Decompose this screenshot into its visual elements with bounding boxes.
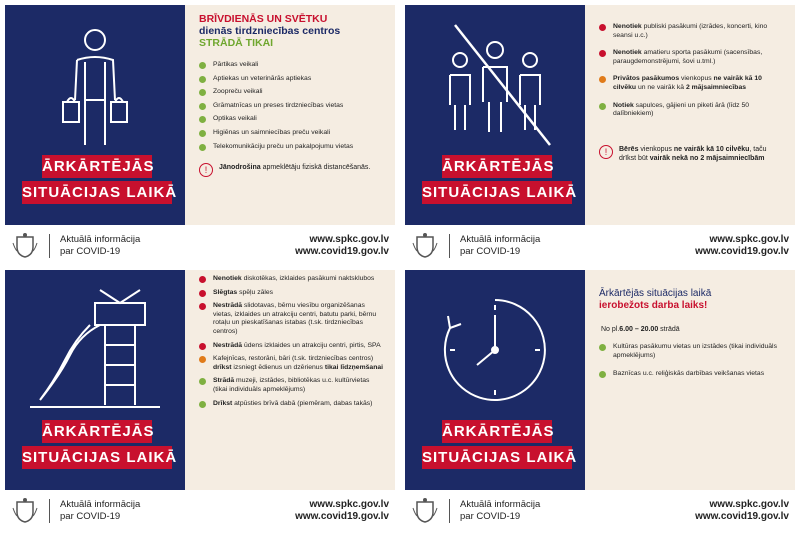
info-panel [585, 5, 795, 225]
list-item: Grāmatnīcas un preses tirdzniecības vietas [199, 102, 385, 111]
divider [49, 499, 50, 523]
divider [449, 234, 450, 258]
latvia-crest-icon [11, 498, 39, 524]
list-item: Nestrādā ūdens izklaides un atrakciju centri, pirtis, SPA [199, 342, 385, 351]
link-spkc[interactable]: www.spkc.gov.lv [709, 499, 789, 510]
card-entertainment [5, 270, 395, 532]
hours-list [599, 343, 785, 379]
time-range: No pl.6.00 – 20.00 strādā [601, 326, 680, 333]
playground-slide-icon [25, 285, 165, 415]
latvia-crest-icon [411, 498, 439, 524]
footer-info: Aktuālā informācija par COVID-19 [60, 499, 141, 522]
list-item: Zoopreču veikali [199, 88, 385, 97]
exclamation-icon: ! [599, 145, 613, 159]
list-item: Notiek sapulces, gājieni un piketi ārā (līdz 50 dalībniekiem) [599, 102, 785, 119]
list-item: Nenotiek amatieru sporta pasākumi (sacensības, paraugdemonstrējumi, šovi u.tml.) [599, 49, 785, 66]
list-item: Kafejnīcas, restorāni, bāri (t.sk. tirdzniecības centros) drīkst izsniegt ēdienus un dzērienus tikai līdzņemšanai [199, 355, 385, 372]
footer [5, 492, 395, 530]
illustration-panel [405, 270, 585, 490]
list-item: Aptiekas un veterinārās aptiekas [199, 75, 385, 84]
crowd-crossed-icon [425, 20, 565, 150]
list-item: Higiēnas un saimniecības preču veikali [199, 129, 385, 138]
list-item: Nestrādā slidotavas, bērnu viesību organizēšanas vietas, izklaides un atrakciju centri, batutu parki, bērnu rotaļu un pieskatīšanas istabas (t.sk. tirdzniecības centros) [199, 302, 385, 336]
heading: Ārkārtējās situācijas laikā [599, 288, 712, 299]
footer-urls [295, 499, 389, 523]
badge-line2: SITUĀCIJAS LAIKĀ [22, 181, 172, 204]
shop-list [199, 61, 385, 151]
heading-green: STRĀDĀ TIKAI [199, 37, 274, 49]
link-covid19[interactable]: www.covid19.gov.lv [695, 511, 789, 522]
link-covid19[interactable]: www.covid19.gov.lv [695, 246, 789, 257]
card-shopping-centres [5, 5, 395, 267]
entertainment-list [199, 275, 385, 408]
emergency-badge: ĀRKĀRTĒJĀS SITUĀCIJAS LAIKĀ [27, 420, 167, 472]
emergency-badge [22, 155, 178, 207]
list-item: Privātos pasākumos vienkopus ne vairāk kā 10 cilvēku un ne vairāk kā 2 mājsaimniecības [599, 75, 785, 92]
list-item: Strādā muzeji, izstādes, bibliotēkas u.c. kultūrvietas (tikai individuāls apmeklējums) [199, 377, 385, 394]
info-panel [185, 5, 395, 225]
list-item: Telekomunikāciju preču un pakalpojumu vietas [199, 143, 385, 152]
list-item: Nenotiek publiski pasākumi (izrādes, koncerti, kino seansi u.c.) [599, 23, 785, 40]
footer-urls [695, 234, 789, 258]
latvia-crest-icon [411, 233, 439, 259]
heading-red: BRĪVDIENĀS UN SVĒTKU [199, 13, 328, 25]
footer [5, 227, 395, 265]
footer-urls [295, 234, 389, 258]
warning-note: ! Bērēs vienkopus ne vairāk kā 10 cilvēku, taču drīkst būt vairāk nekā no 2 mājsaimniecībām [599, 145, 785, 163]
illustration-panel [5, 270, 185, 490]
heading-dark: dienās tirdzniecības centros [199, 25, 341, 37]
list-item: Nenotiek diskotēkas, izklaides pasākumi naktsklubos [199, 275, 385, 284]
latvia-crest-icon [11, 233, 39, 259]
list-item: Optikas veikali [199, 115, 385, 124]
info-panel [185, 270, 395, 490]
link-covid19[interactable]: www.covid19.gov.lv [295, 246, 389, 257]
card-events [405, 5, 795, 267]
list-item: Baznīcas u.c. reliģiskās darbības veikšanas vietas [599, 370, 785, 379]
footer-info: Aktuālā informācija par COVID-19 [460, 499, 541, 522]
link-spkc[interactable]: www.spkc.gov.lv [309, 499, 389, 510]
link-spkc[interactable]: www.spkc.gov.lv [309, 234, 389, 245]
divider [449, 499, 450, 523]
exclamation-icon: ! [199, 163, 213, 177]
shopper-icon [25, 20, 165, 150]
footer [405, 227, 795, 265]
link-covid19[interactable]: www.covid19.gov.lv [295, 511, 389, 522]
info-panel [585, 270, 795, 490]
illustration-panel [405, 5, 585, 225]
warning-note: ! Jānodrošina apmeklētāju fiziskā distancēšanās. [199, 163, 385, 177]
badge-line1: ĀRKĀRTĒJĀS [42, 155, 152, 178]
illustration-panel [5, 5, 185, 225]
heading-red: ierobežots darba laiks! [599, 300, 708, 311]
card-working-hours [405, 270, 795, 532]
footer-info: Aktuālā informācija par COVID-19 [460, 234, 541, 257]
list-item: Slēgtas spēļu zāles [199, 289, 385, 298]
footer [405, 492, 795, 530]
emergency-badge: ĀRKĀRTĒJĀS SITUĀCIJAS LAIKĀ [427, 155, 567, 207]
link-spkc[interactable]: www.spkc.gov.lv [709, 234, 789, 245]
clock-icon [425, 285, 565, 415]
events-list [599, 23, 785, 119]
list-item: Pārtikas veikali [199, 61, 385, 70]
footer-info: Aktuālā informācija par COVID-19 [60, 234, 141, 257]
list-item: Kultūras pasākumu vietas un izstādes (tikai individuāls apmeklējums) [599, 343, 785, 360]
emergency-badge: ĀRKĀRTĒJĀS SITUĀCIJAS LAIKĀ [427, 420, 567, 472]
divider [49, 234, 50, 258]
footer-urls [695, 499, 789, 523]
list-item: Drīkst atpūsties brīvā dabā (piemēram, dabas takās) [199, 400, 385, 409]
